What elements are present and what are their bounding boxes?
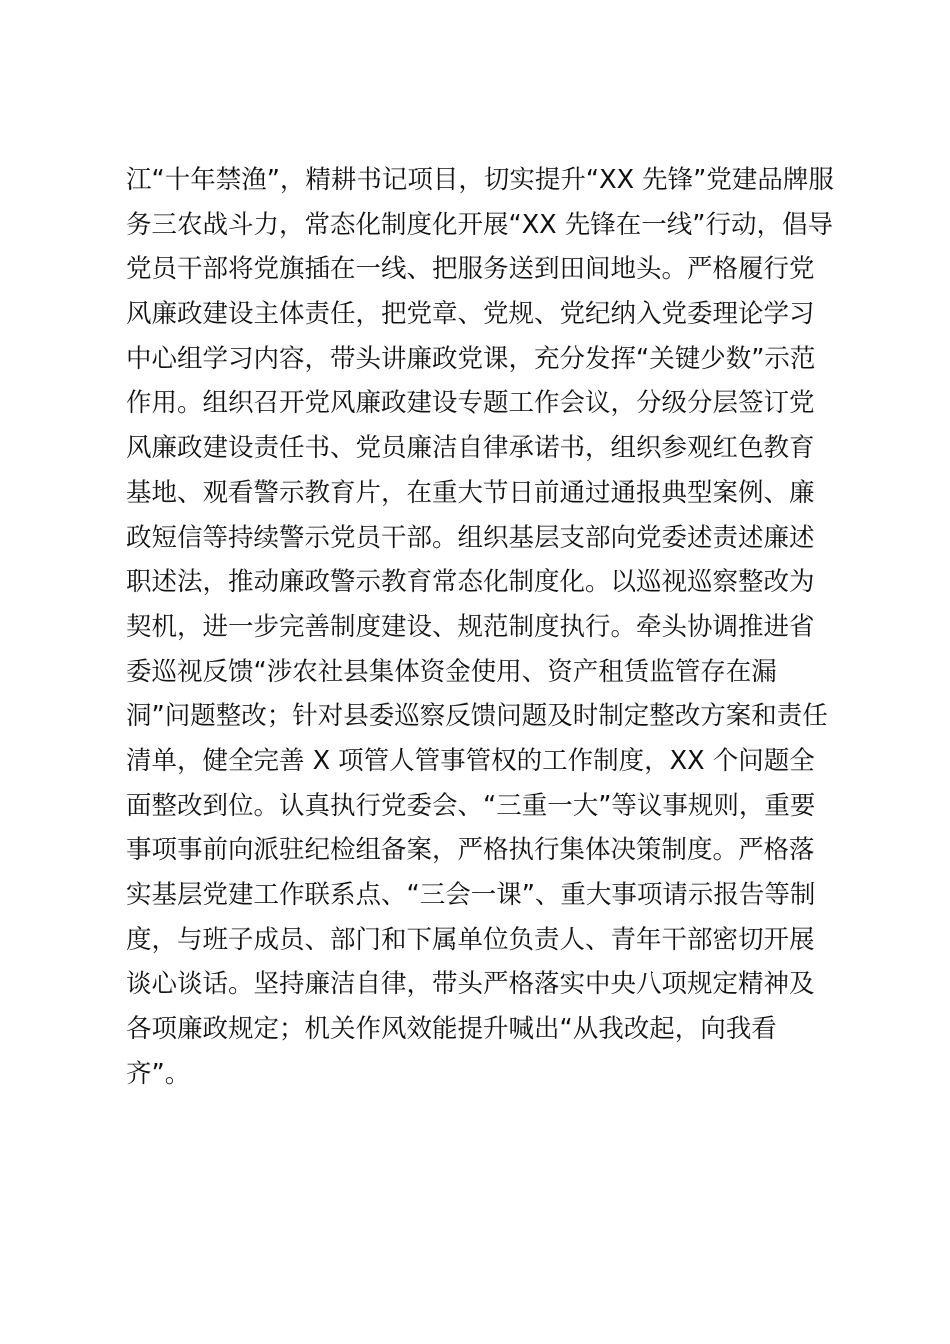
text-line: 齐”。 bbox=[126, 1058, 191, 1089]
text-line: 契机，进一步完善制度建设、规范制度执行。牵头协调推进省 bbox=[126, 611, 815, 642]
text-line: 江“十年禁渔”，精耕书记项目，切实提升“XX 先锋”党建品牌服 bbox=[126, 165, 834, 195]
text-line: 洞”问题整改；针对县委巡察反馈问题及时制定整改方案和责任 bbox=[126, 701, 828, 732]
text-line: 基地、观看警示教育片，在重大节日前通过通报典型案例、廉 bbox=[126, 477, 815, 508]
text-line: 各项廉政规定；机关作风效能提升喊出“从我改起，向我看 bbox=[126, 1014, 777, 1045]
text-line: 风廉政建设责任书、党员廉洁自律承诺书，组织参观红色教育 bbox=[126, 433, 815, 464]
text-line: 谈心谈话。坚持廉洁自律，带头严格落实中央八项规定精神及 bbox=[126, 969, 815, 1000]
text-line: 度，与班子成员、部门和下属单位负责人、青年干部密切开展 bbox=[126, 924, 815, 955]
text-line: 风廉政建设主体责任，把党章、党规、党纪纳入党委理论学习 bbox=[126, 299, 815, 330]
body-paragraph bbox=[126, 158, 846, 1096]
text-line: 面整改到位。认真执行党委会、“三重一大”等议事规则，重要 bbox=[126, 790, 816, 821]
text-line: 委巡视反馈“涉农社县集体资金使用、资产租赁监管存在漏 bbox=[126, 656, 777, 687]
text-line: 事项事前向派驻纪检组备案，严格执行集体决策制度。严格落 bbox=[126, 835, 815, 866]
text-line: 政短信等持续警示党员干部。组织基层支部向党委述责述廉述 bbox=[126, 522, 815, 553]
text-line: 作用。组织召开党风廉政建设专题工作会议，分级分层签订党 bbox=[126, 388, 815, 419]
text-line: 务三农战斗力，常态化制度化开展“XX 先锋在一线”行动，倡导 bbox=[126, 209, 833, 240]
text-line: 党员干部将党旗插在一线、把服务送到田间地头。严格履行党 bbox=[126, 254, 815, 285]
text-line: 实基层党建工作联系点、“三会一课”、重大事项请示报告等制 bbox=[126, 880, 816, 910]
text-line: 中心组学习内容，带头讲廉政党课，充分发挥“关键少数”示范 bbox=[126, 343, 816, 374]
text-line: 职述法，推动廉政警示教育常态化制度化。以巡视巡察整改为 bbox=[126, 567, 815, 598]
text-line: 清单，健全完善 X 项管人管事管权的工作制度，XX 个问题全 bbox=[126, 745, 815, 776]
